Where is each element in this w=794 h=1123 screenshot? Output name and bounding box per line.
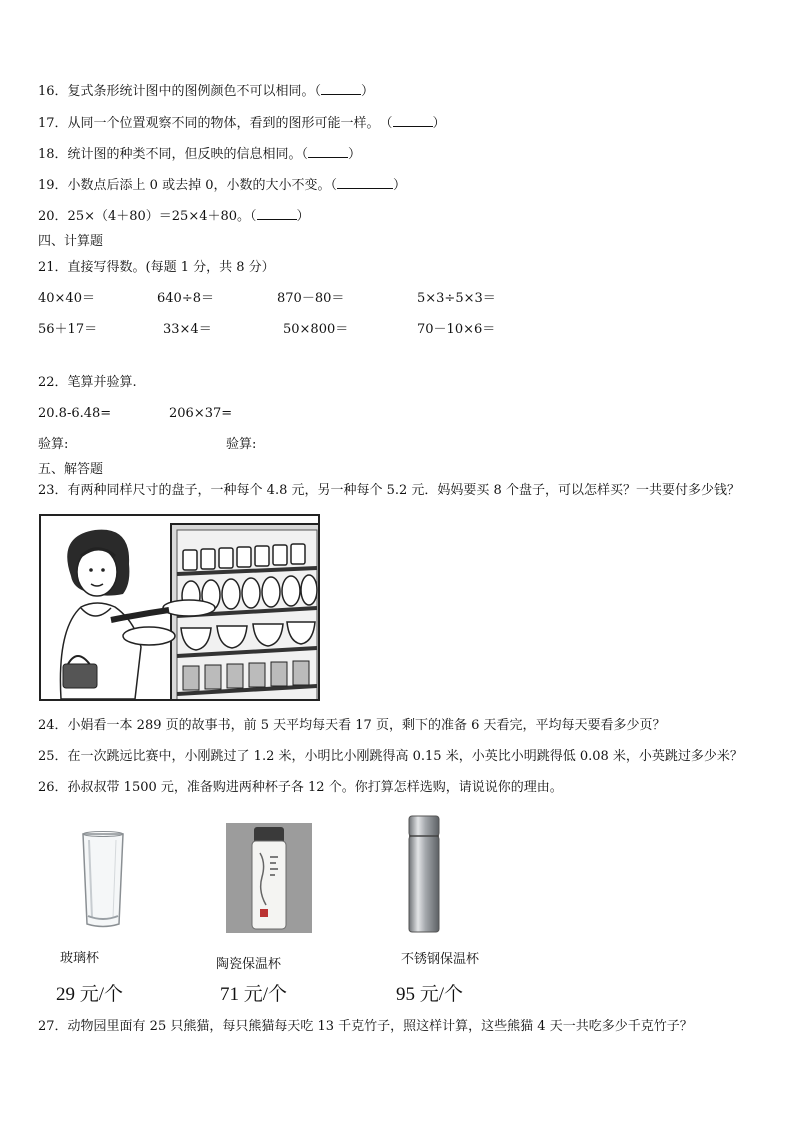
math-item: 50×800＝ xyxy=(283,322,349,337)
mental-math-row-2 xyxy=(38,320,758,340)
steel-cup-image xyxy=(405,814,443,934)
mental-math-row-1 xyxy=(38,289,758,309)
question-21: 21．直接写得数。(每题 1 分，共 8 分） xyxy=(38,260,275,275)
section-heading-4: 四、计算题 xyxy=(38,234,104,249)
math-item: 870－80＝ xyxy=(277,291,345,306)
ceramic-cup-image xyxy=(226,823,312,933)
check-label: 验算: xyxy=(226,437,257,452)
math-item: 40×40＝ xyxy=(38,291,95,306)
question-24: 24．小娟看一本 289 页的故事书，前 5 天平均每天看 17 页，剩下的准备 6 天看完，平均每天要看多少页？ xyxy=(38,718,666,733)
answer-blank[interactable] xyxy=(393,114,433,127)
glass-cup-image xyxy=(80,830,126,930)
answer-blank[interactable] xyxy=(337,176,393,189)
answer-blank[interactable] xyxy=(308,145,348,158)
question-22: 22．笔算并验算. xyxy=(38,375,137,390)
question-20: 20．25×（4＋80）＝25×4＋80。（ ） xyxy=(38,209,310,224)
question-26: 26．孙叔叔带 1500 元，准备购进两种杯子各 12 个。你打算怎样选购，请说说你的理由。 xyxy=(38,780,563,795)
question-19: 19．小数点后添上 0 或去掉 0，小数的大小不变。（ ） xyxy=(38,178,406,193)
woman-plates-image xyxy=(41,516,318,699)
ceramic-cup-photo xyxy=(226,823,312,933)
cup-name: 玻璃杯 xyxy=(60,951,100,966)
question-18: 18．统计图的种类不同，但反映的信息相同。（ ） xyxy=(38,147,362,162)
math-item: 56＋17＝ xyxy=(38,322,98,337)
math-item: 70－10×6＝ xyxy=(417,322,496,337)
cup-price: 95 元/个 xyxy=(396,984,464,1005)
question-23: 23．有两种同样尺寸的盘子，一种每个 4.8 元，另一种每个 5.2 元．妈妈要买 8 个盘子，可以怎样买？一共要付多少钱？ xyxy=(38,483,740,498)
check-row xyxy=(38,435,758,455)
answer-blank[interactable] xyxy=(257,207,297,220)
plates-illustration xyxy=(39,514,320,701)
math-item: 5×3÷5×3＝ xyxy=(417,291,496,306)
question-27: 27．动物园里面有 25 只熊猫，每只熊猫每天吃 13 千克竹子，照这样计算，这些熊猫 4 天一共吃多少千克竹子？ xyxy=(38,1019,693,1034)
written-calc-row xyxy=(38,404,758,424)
question-16: 16．复式条形统计图中的图例颜色不可以相同。（ ） xyxy=(38,84,375,99)
question-17: 17．从同一个位置观察不同的物体，看到的图形可能一样。 （ ） xyxy=(38,116,446,131)
written-calc-item: 20.8-6.48= xyxy=(38,406,112,421)
math-item: 33×4＝ xyxy=(163,322,212,337)
cup-price: 29 元/个 xyxy=(56,984,124,1005)
cup-name: 陶瓷保温杯 xyxy=(216,957,282,972)
check-label: 验算: xyxy=(38,437,69,452)
written-calc-item: 206×37= xyxy=(169,406,233,421)
question-25: 25．在一次跳远比赛中，小刚跳过了 1.2 米，小明比小刚跳得高 0.15 米，小英比小明跳得低 0.08 米，小英跳过多少米？ xyxy=(38,749,743,764)
section-heading-5: 五、解答题 xyxy=(38,462,104,477)
cup-name: 不锈钢保温杯 xyxy=(401,952,480,967)
cup-price: 71 元/个 xyxy=(220,984,288,1005)
math-item: 640÷8＝ xyxy=(157,291,214,306)
answer-blank[interactable] xyxy=(321,82,361,95)
